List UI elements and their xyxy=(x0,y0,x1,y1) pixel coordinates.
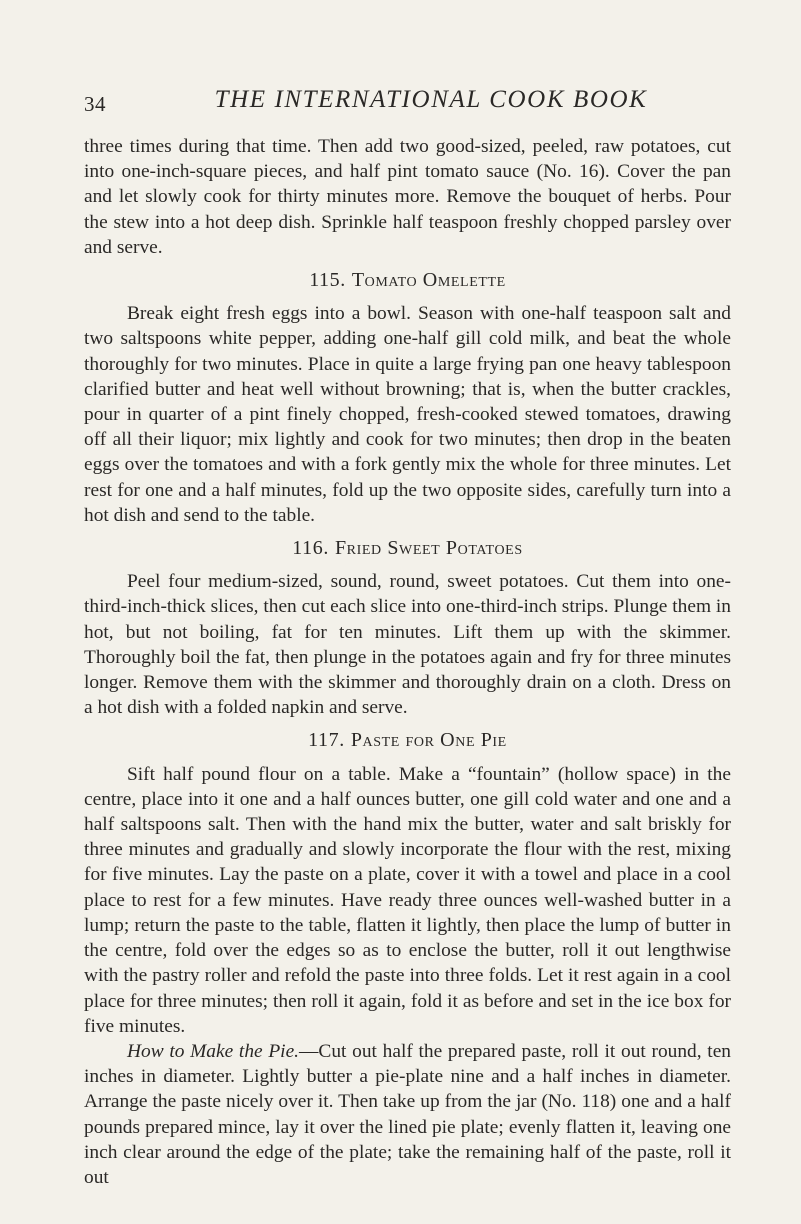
recipe-title: Tomato Omelette xyxy=(351,269,506,292)
recipe-heading-116 xyxy=(84,536,731,561)
recipe-paragraph: Break eight fresh eggs into a bowl. Season with one-half teaspoon salt and two saltspoons white pepper, adding one-half gill cold milk, and beat the whole thoroughly for two minutes. Place in quite a large frying pan one heavy tablespoon clarified butter and heat well without browning; that is, when the butter crackles, pour in quarter of a pint finely chopped, fresh-cooked stewed tomatoes, drawing off all their liquor; mix lightly and cook for two minutes; then drop in the beaten eggs over the tomatoes and with a fork gently mix the whole for three minutes. Let rest for one and a half minutes, fold up the two opposite sides, carefully turn into a hot dish and send to the table. xyxy=(84,303,731,526)
running-head xyxy=(84,86,732,126)
recipe-number: 116. xyxy=(292,537,329,560)
page-body xyxy=(84,134,731,1190)
recipe-paragraph: Sift half pound flour on a table. Make a “fountain” (hollow space) in the centre, place into it one and a half ounces butter, one gill cold water and one and a half saltspoons salt. Then with the hand mix the butter, water and salt briskly for three minutes and gradually and slowly incorporate the flour with the rest, mixing for five minutes. Lay the paste on a plate, cover it with a towel and place in a cool place to rest for a few minutes. Have ready three ounces well-washed butter in a lump; return the paste to the table, flatten it lightly, then place the lump of butter in the centre, fold over the edges so as to enclose the butter, roll it out lengthwise with the pastry roller and refold the paste into three folds. Let it rest again in a cool place for three minutes; then roll it again, fold it as before and set in the ice box for five minutes. xyxy=(84,763,731,1037)
subsection-paragraph xyxy=(84,1039,731,1190)
running-title: THE INTERNATIONAL COOK BOOK xyxy=(214,86,648,113)
continued-paragraph: three times during that time. Then add two good-sized, peeled, raw potatoes, cut into one-inch-square pieces, and half pint tomato sauce (No. 16). Cover the pan and let slowly cook for thirty minutes more. Remove the bouquet of herbs. Pour the stew into a hot deep dish. Sprinkle half teaspoon freshly chopped parsley over and serve. xyxy=(84,136,731,258)
subsection-text: —Cut out half the prepared paste, roll it out round, ten inches in diameter. Lightly butter a pie-plate nine and a half inches in diameter. Arrange the paste nicely over it. Then take up from the jar (No. 118) one and a half pounds prepared mince, lay it over the lined pie plate; evenly flatten it, leaving one inch clear around the edge of the plate; take the remaining half of the paste, roll it out xyxy=(84,1040,731,1188)
recipe-heading-117 xyxy=(84,728,731,753)
recipe-title: Fried Sweet Potatoes xyxy=(334,537,523,560)
recipe-number: 117. xyxy=(308,729,345,752)
page-number: 34 xyxy=(84,92,106,116)
recipe-title: Paste for One Pie xyxy=(350,729,507,752)
subsection-heading: How to Make the Pie. xyxy=(127,1040,300,1062)
recipe-number: 115. xyxy=(309,269,346,292)
recipe-heading-115 xyxy=(84,268,731,293)
recipe-paragraph: Peel four medium-sized, sound, round, sweet potatoes. Cut them into one-third-inch-thick slices, then cut each slice into one-third-inch strips. Plunge them in hot, but not boiling, fat for ten minutes. Lift them up with the skimmer. Thoroughly boil the fat, then plunge in the potatoes again and fry for three minutes longer. Remove them with the skimmer and thoroughly drain on a cloth. Dress on a hot dish with a folded napkin and serve. xyxy=(84,571,731,719)
